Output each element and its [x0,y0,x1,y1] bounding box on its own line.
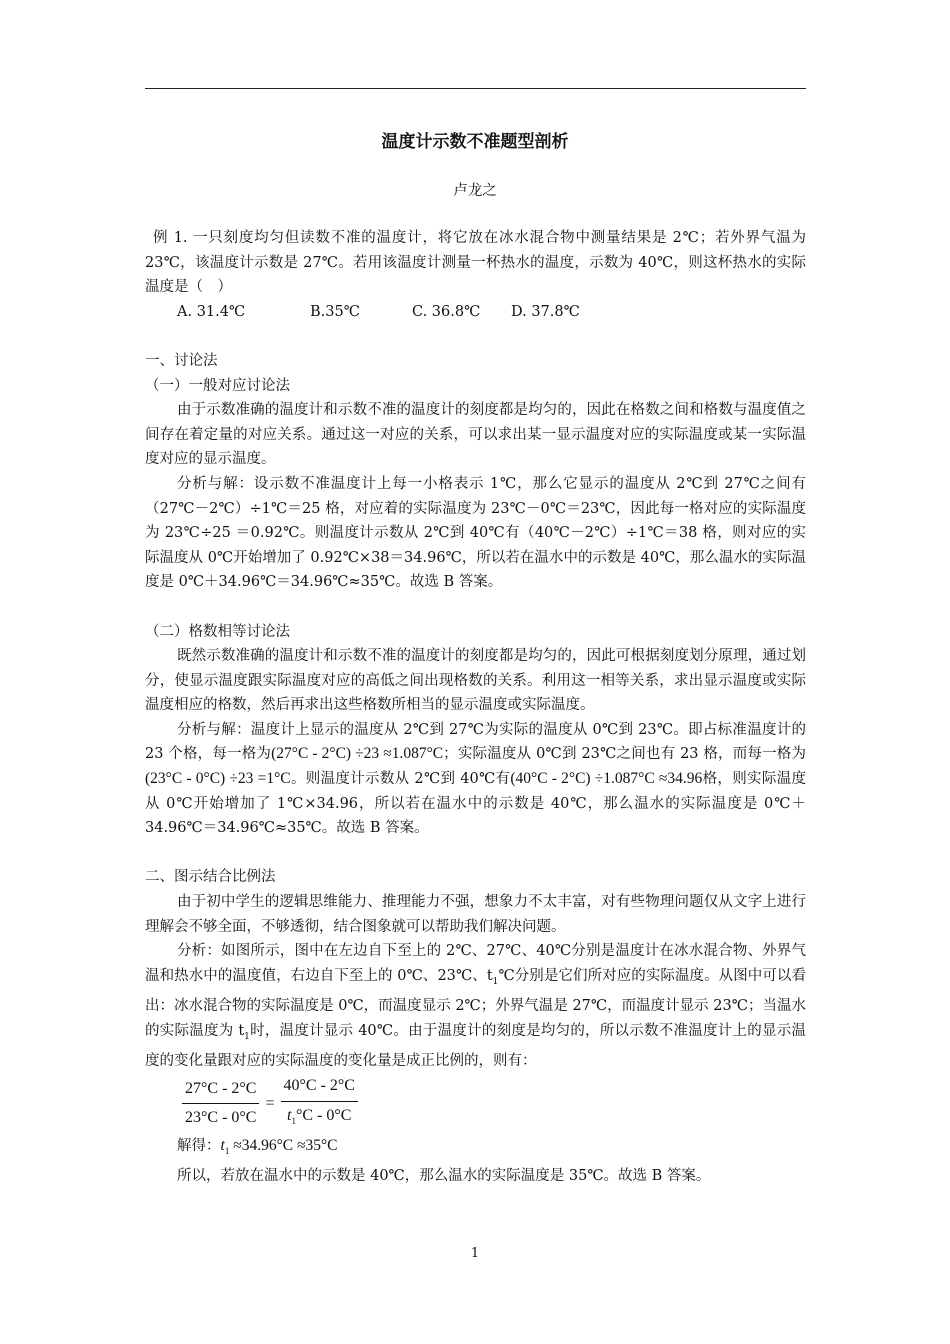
header-rule [145,88,806,89]
example-question: 例 1. 一只刻度均匀但读数不准的温度计，将它放在冰水混合物中测量结果是 2℃；若外界气温为 23℃，该温度计示数是 27℃。若用该温度计测量一杯热水的温度，示数为 40℃，则这杯热水的实际温度是（ ） [145,230,806,296]
fraction-right: $\frac{40^\circ C - 2^\circ C}{t_1^\circ C - 0^\circ C}$ [281,1074,358,1133]
page-number: 1 [470,1246,480,1261]
subsection-1-paragraph: 由于示数准确的温度计和示数不准的温度计的刻度都是均匀的，因此在格数之间和格数与温度值之间存在着定量的对应关系。通过这一对应的关系，可以求出某一显示温度对应的实际温度或某一实际温度对应的显示温度。 [145,402,806,468]
math-expression-2: (23°C - 0°C) ÷23 =1°C [145,770,291,788]
section-1-heading: 一、讨论法 [145,352,218,369]
math-expression-3: (40°C - 2°C) ÷1.087°C ≈34.96 [510,770,703,788]
body-content [145,226,806,1188]
subsection-2-paragraph: 既然示数准确的温度计和示数不准的温度计的刻度都是均匀的，因此可根据刻度划分原理，通过划分，使显示温度跟实际温度对应的高低之间出现格数的关系。利用这一相等关系，求出显示温度或实际温度相应的格数，然后再求出这些格数所相当的显示温度或实际温度。 [145,648,806,714]
author: 卢龙之 [453,183,497,199]
option-a: A. 31.4℃ [177,303,246,320]
proportion-formula: $\frac{27^\circ C - 2^\circ C}{23^\circ C - 0^\circ C}$ = $\frac{40^\circ C - 2^\circ C}{t_1^\circ C - 0^\circ C}$ [145,1074,806,1134]
fraction-left: $\frac{27^\circ C - 2^\circ C}{23^\circ C - 0^\circ C}$ [182,1077,259,1131]
subsection-1-analysis: 分析与解：设示数不准温度计上每一小格表示 1℃，那么它显示的温度从 2℃到 27℃之间有（27℃－2℃）÷1℃＝25 格，对应着的实际温度为 23℃－0℃＝23℃，因此每一格对应的实际温度为 23℃÷25 ＝0.92℃。则温度计示数从 2℃到 40℃有（40℃－2℃）÷1℃＝38 格，则对应的实际温度从 0℃开始增加了 0.92℃×38＝34.96℃，所以若在温水中的示数是 40℃，那么温水的实际温度是 0℃＋34.96℃＝34.96℃≈35℃。故选 B 答案。 [145,475,806,591]
solution-line: 解得：$t_1 \approx 34.96^\circ C \approx 35^\circ C$ [177,1136,338,1157]
answer-options [145,300,806,325]
option-d: D. 37.8℃ [511,303,580,320]
subsection-2-heading: （二）格数相等讨论法 [145,623,290,640]
subsection-2-analysis: 分析与解：温度计上显示的温度从 2℃到 27℃为实际的温度从 0℃到 23℃。即占标准温度计的 23 个格，每一格为(27°C - 2°C) ÷23 ≈1.087°C；实际温度从 0℃到 23℃之间也有 23 格，而每一格为(23°C - 0°C) ÷23 =1°C。则温度计示数从 2℃到 40℃有(40°C - 2°C) ÷1.087°C ≈34.96格，则实际温度从 0℃开始增加了 1℃×34.96，所以若在温水中的示数是 40℃，那么温水的实际温度是 0℃＋34.96℃＝34.96℃≈35℃。故选 B 答案。 [145,721,807,837]
option-c: C. 36.8℃ [412,303,481,320]
section-2-analysis: 分析：如图所示，图中在左边自下至上的 2℃、27℃、40℃分别是温度计在冰水混合物、外界气温和热水中的温度值，右边自下至上的 0℃、23℃、$t_1℃$分别是它们所对应的实际温度。从图中可以看出：冰水混合物的实际温度是 0℃，而温度显示 2℃；外界气温是 27℃，而温度计显示 23℃；当温水的实际温度为 $t_1$时，温度计显示 40℃。由于温度计的刻度是均匀的，所以示数不准温度计上的显示温度的变化量跟对应的实际温度的变化量是成正比例的，则有： [145,943,807,1070]
conclusion: 所以，若放在温水中的示数是 40℃，那么温水的实际温度是 35℃。故选 B 答案。 [177,1167,711,1184]
subsection-1-heading: （一）一般对应讨论法 [145,377,290,394]
section-2-heading: 二、图示结合比例法 [145,869,276,886]
math-expression-1: (27°C - 2°C) ÷23 ≈1.087°C [271,745,444,763]
page-title: 温度计示数不准题型剖析 [381,132,569,152]
section-2-paragraph: 由于初中学生的逻辑思维能力、推理能力不强，想象力不太丰富，对有些物理问题仅从文字上进行理解会不够全面，不够透彻，结合图象就可以帮助我们解决问题。 [145,894,806,935]
option-b: B.35℃ [310,303,360,320]
